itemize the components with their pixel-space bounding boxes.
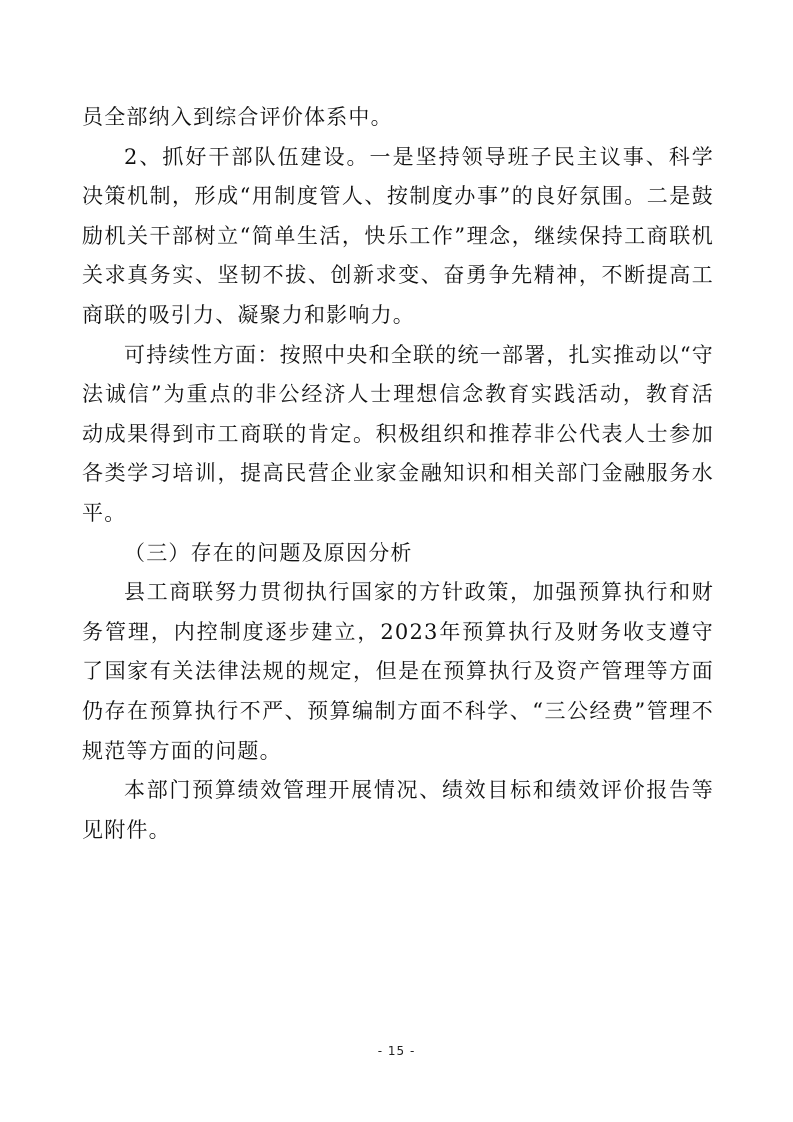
paragraph-problems: 县工商联努力贯彻执行国家的方针政策，加强预算执行和财务管理，内控制度逐步建立，2023年预算执行及财务收支遵守了国家有关法律法规的规定，但是在预算执行及资产管理等方面仍存在预算执行不严、预算编制方面不科学、“三公经费”管理不规范等方面的问题。	[82, 580, 714, 763]
document-body	[82, 98, 714, 850]
page-number: - 15 -	[377, 1044, 416, 1058]
paragraph-sustainability: 可持续性方面：按照中央和全联的统一部署，扎实推动以“守法诚信”为重点的非公经济人士理想信念教育实践活动，教育活动成果得到市工商联的肯定。积极组织和推荐非公代表人士参加各类学习培训，提高民营企业家金融知识和相关部门金融服务水平。	[82, 342, 714, 525]
paragraph-attachment-note: 本部门预算绩效管理开展情况、绩效目标和绩效评价报告等见附件。	[82, 778, 714, 842]
section-heading-problems-analysis: （三）存在的问题及原因分析	[124, 540, 413, 565]
paragraph-continuation: 员全部纳入到综合评价体系中。	[82, 105, 393, 129]
paragraph-cadre-team-building: 2、抓好干部队伍建设。一是坚持领导班子民主议事、科学决策机制，形成“用制度管人、按制度办事”的良好氛围。二是鼓励机关干部树立“简单生活，快乐工作”理念，继续保持工商联机关求真务实、坚韧不拔、创新求变、奋勇争先精神，不断提高工商联的吸引力、凝聚力和影响力。	[82, 144, 714, 327]
